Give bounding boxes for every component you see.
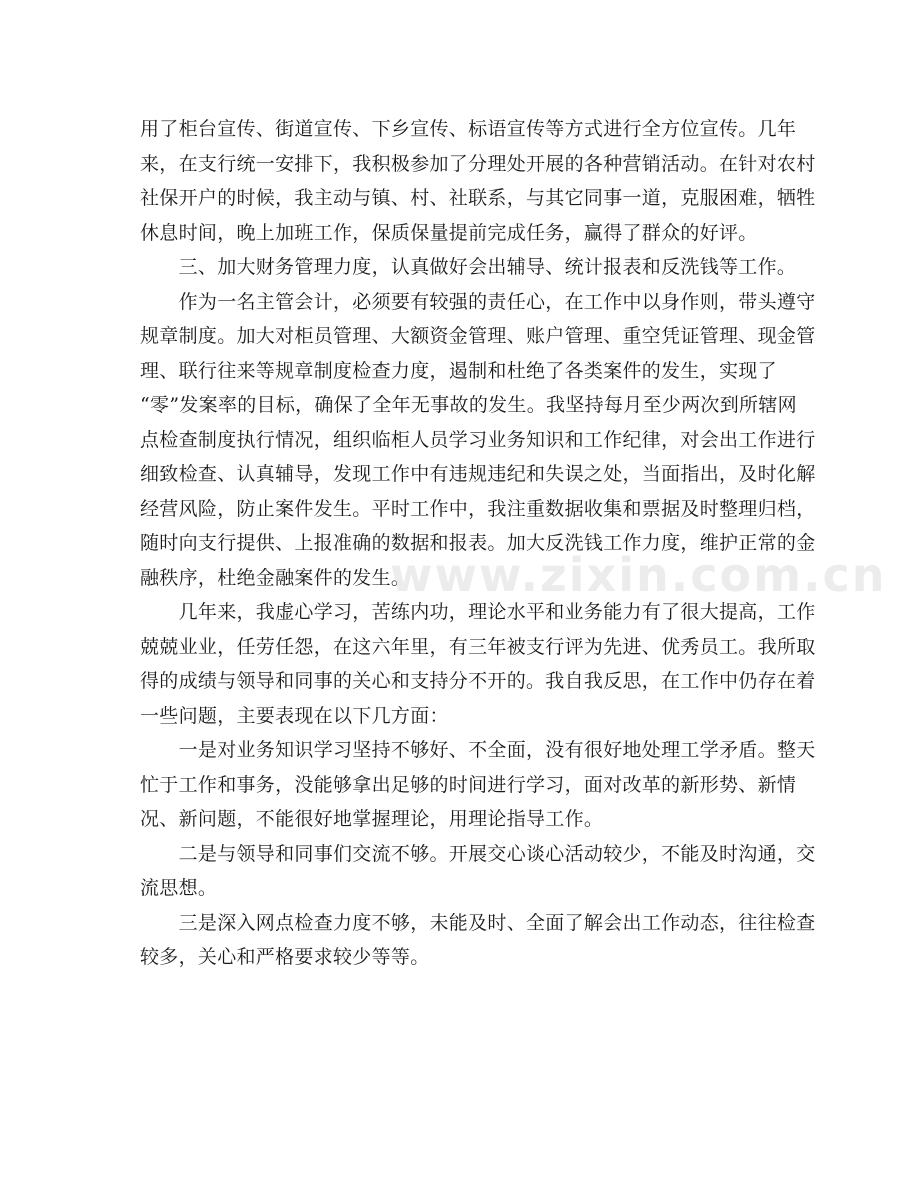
text-line: 二是与领导和同事们交流不够。开展交心谈心活动较少，不能及时沟通，交 (140, 842, 816, 865)
text-line: 理、联行往来等规章制度检查力度，遏制和杜绝了各类案件的发生，实现了 (140, 359, 777, 382)
text-line: 社保开户的时候，我主动与镇、村、社联系，与其它同事一道，克服困难，牺牲 (140, 187, 816, 209)
text-line: 休息时间，晚上加班工作，保质保量提前完成任务，赢得了群众的好评。 (140, 221, 758, 244)
text-line: 兢兢业业，任劳任怨，在这六年里，有三年被支行评为先进、优秀员工。我所取 (140, 635, 816, 658)
watermark: www.zixin.com.cn (390, 548, 887, 602)
text-line: 经营风险，防止案件发生。平时工作中，我注重数据收集和票据及时整理归档， (140, 497, 816, 520)
text-line: 点检查制度执行情况，组织临柜人员学习业务知识和工作纪律，对会出工作进行 (140, 428, 816, 451)
text-line: 规章制度。加大对柜员管理、大额资金管理、账户管理、重空凭证管理、现金管 (140, 325, 816, 347)
text-line: 来，在支行统一安排下，我积极参加了分理处开展的各种营销活动。在针对农村 (140, 152, 816, 175)
paragraph-p2 (140, 250, 797, 285)
document-page (140, 112, 816, 975)
text-line: 细致检查、认真辅导，发现工作中有违规违纪和失误之处，当面指出，及时化解 (140, 463, 816, 485)
text-line: 流思想。 (140, 877, 218, 899)
text-line: 忙于工作和事务，没能够拿出足够的时间进行学习，面对改革的新形势、新情 (140, 773, 797, 796)
text-line: 得的成绩与领导和同事的关心和支持分不开的。我自我反思，在工作中仍存在着 (140, 670, 816, 692)
text-line: 用了柜台宣传、街道宣传、下乡宣传、标语宣传等方式进行全方位宣传。几年 (140, 118, 797, 140)
paragraph-p7 (140, 906, 816, 975)
text-line: 三是深入网点检查力度不够，未能及时、全面了解会出工作动态，往往检查 (140, 911, 816, 934)
text-line: 作为一名主管会计，必须要有较强的责任心，在工作中以身作则，带头遵守 (140, 290, 816, 313)
paragraph-p4 (140, 595, 816, 733)
paragraph-p5 (140, 733, 816, 837)
paragraph-p3 (140, 285, 816, 596)
text-line: 况、新问题，不能很好地掌握理论，用理论指导工作。 (140, 808, 604, 830)
text-line: 一是对业务知识学习坚持不够好、不全面，没有很好地处理工学矛盾。整天 (140, 739, 816, 761)
text-line: 随时向支行提供、上报准确的数据和报表。加大反洗钱工作力度，维护正常的金 (140, 532, 816, 554)
text-line: 三、加大财务管理力度，认真做好会出辅导、统计报表和反洗钱等工作。 (140, 256, 797, 278)
text-line: 融秩序，杜绝金融案件的发生。 (140, 566, 411, 589)
text-line: 较多，关心和严格要求较少等等。 (140, 946, 430, 968)
paragraph-p6 (140, 837, 816, 906)
text-line: 一些问题，主要表现在以下几方面： (140, 704, 449, 727)
text-line: “零”发案率的目标，确保了全年无事故的发生。我坚持每月至少两次到所辖网 (140, 394, 797, 416)
paragraph-p1 (140, 112, 816, 250)
text-line: 几年来，我虚心学习，苦练内功，理论水平和业务能力有了很大提高，工作 (140, 601, 816, 623)
